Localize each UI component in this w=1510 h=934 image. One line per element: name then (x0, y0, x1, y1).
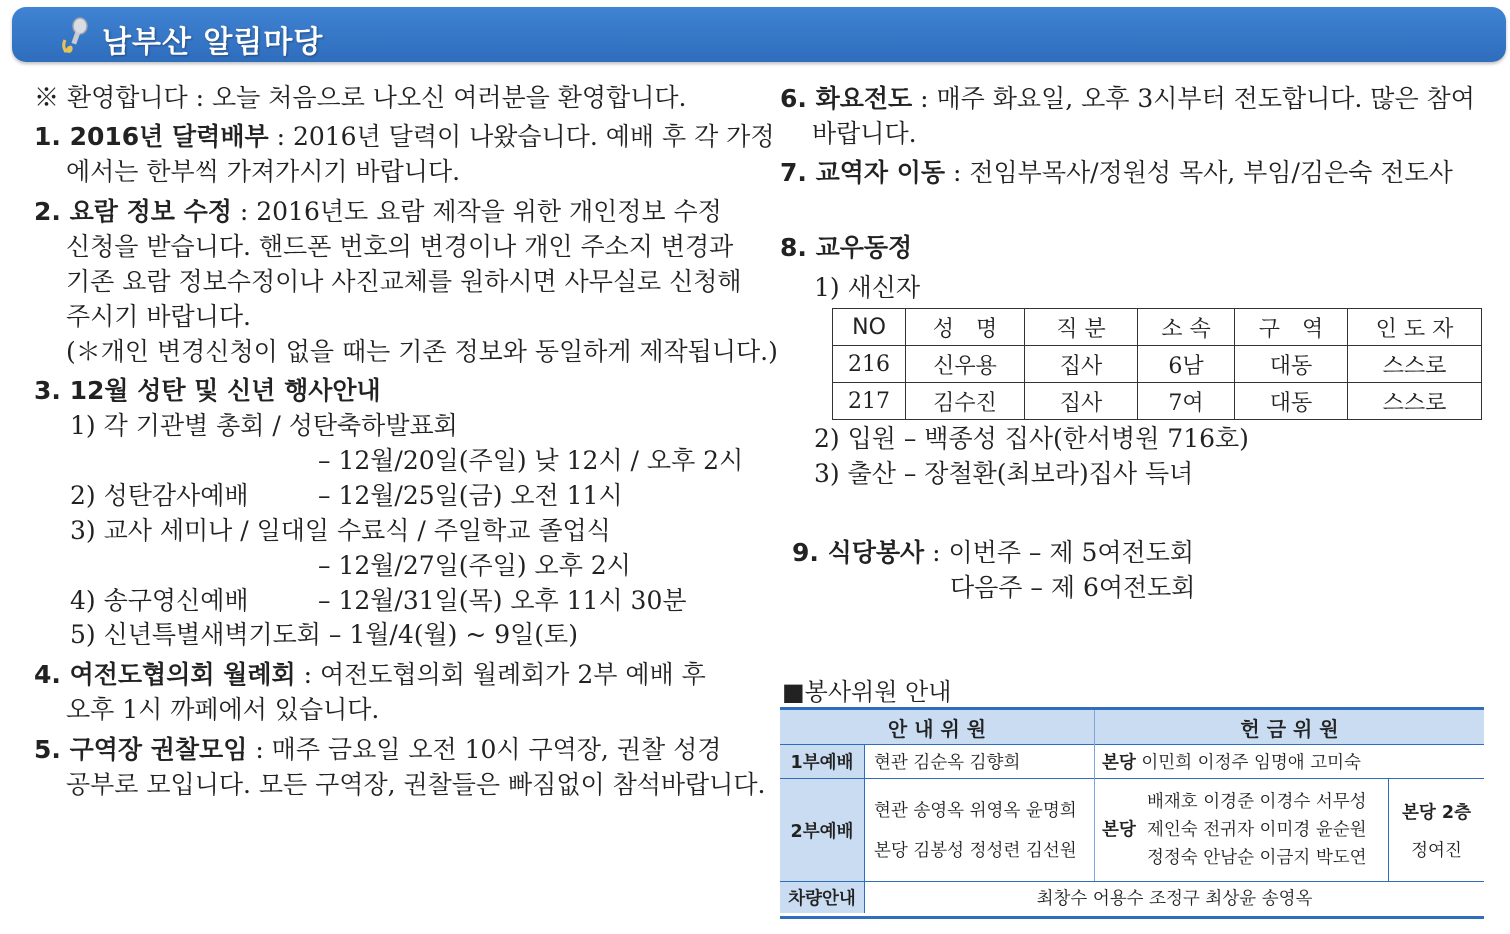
table-header-cell: 직 분 (1025, 309, 1138, 346)
item3-sub5: 5) 신년특별새벽기도회 – 1월/4(월) ~ 9일(토) (70, 620, 578, 649)
table-header-cell: 인 도 자 (1348, 309, 1482, 346)
item6-line1 (780, 84, 1475, 114)
table-row (833, 383, 1482, 420)
page-title: 남부산 알림마당 (102, 25, 324, 60)
row1-offering-cell (1102, 745, 1361, 778)
divider (864, 744, 865, 913)
row2-offering1: 배재호 이경준 이경수 서무성 (1147, 791, 1367, 812)
item6-text1: : 매주 화요일, 오후 3시부터 전도합니다. 많은 참여 (920, 84, 1475, 113)
table-header-cell: 소 속 (1138, 309, 1235, 346)
item1-text1: : 2016년 달력이 나왔습니다. 예배 후 각 가정 (276, 122, 775, 151)
item4-text1: : 여전도협의회 월례회가 2부 예배 후 (303, 660, 706, 689)
table-cell: 스스로 (1348, 346, 1482, 383)
volunteer-table (780, 707, 1484, 919)
item2-text5: (＊개인 변경신청이 없을 때는 기존 정보와 동일하게 제작됩니다.) (66, 337, 778, 366)
row2-guide2: 본당 김봉성 정성련 김선원 (874, 840, 1077, 861)
divider (1094, 710, 1095, 881)
item3-sub3-date: – 12월/27일(주일) 오후 2시 (318, 551, 631, 580)
item2-title: 2. 요람 정보 수정 (34, 197, 232, 226)
row3-label: 차량안내 (780, 882, 864, 913)
item1-line1 (34, 122, 774, 152)
item5-title: 5. 구역장 권찰모임 (34, 735, 248, 764)
row2-label: 2부예배 (780, 779, 864, 881)
item2-text4: 주시기 바랍니다. (66, 302, 251, 331)
row2-extra: 정여진 (1411, 840, 1462, 861)
item2-text2: 신청을 받습니다. 핸드폰 번호의 변경이나 개인 주소지 변경과 (66, 232, 734, 261)
item9-title: 9. 식당봉사 (792, 538, 925, 567)
item3-sub2: 2) 성탄감사예배 (70, 481, 249, 510)
row2-guide1: 현관 송영옥 위영옥 윤명희 (874, 800, 1077, 821)
volunteer-col-guide: 안 내 위 원 (780, 710, 1094, 744)
item3-sub4: 4) 송구영신예배 (70, 586, 249, 615)
item5-text2: 공부로 모입니다. 모든 구역장, 권찰들은 빠짐없이 참석바랍니다. (66, 770, 766, 799)
item8-title: 8. 교우동정 (780, 233, 913, 262)
table-cell: 집사 (1025, 383, 1138, 420)
item2-line1 (34, 197, 722, 227)
item3-sub4-date: – 12월/31일(목) 오후 11시 30분 (318, 586, 687, 615)
welcome-text: ※ 환영합니다 : 오늘 처음으로 나오신 여러분을 환영합니다. (34, 83, 687, 112)
item5-line1 (34, 735, 721, 765)
row2-extra-location: 본당 2층 (1402, 802, 1471, 823)
item3-sub1: 1) 각 기관별 총회 / 성탄축하발표회 (70, 411, 458, 440)
divider (780, 744, 1484, 745)
divider (780, 778, 1484, 779)
item8-sub1: 1) 새신자 (814, 273, 921, 302)
volunteer-col-offering: 헌 금 위 원 (1095, 710, 1484, 744)
item6-text2: 바랍니다. (812, 119, 917, 148)
new-member-table (832, 308, 1482, 420)
table-cell: 217 (833, 383, 906, 420)
table-header-row (833, 309, 1482, 346)
table-header-cell: 성 명 (906, 309, 1025, 346)
item7-line1 (780, 158, 1453, 188)
row2-offering3: 정정숙 안남순 이금지 박도연 (1147, 847, 1367, 868)
divider (780, 881, 1484, 882)
row1-offering-location: 본당 (1102, 753, 1136, 773)
table-header-cell: 구 역 (1235, 309, 1348, 346)
item6-title: 6. 화요전도 (780, 84, 913, 113)
row2-offering-location: 본당 (1102, 819, 1136, 840)
item9-text2: 다음주 – 제 6여전도회 (950, 573, 1196, 602)
table-cell: 대동 (1235, 383, 1348, 420)
table-cell: 216 (833, 346, 906, 383)
item1-title: 1. 2016년 달력배부 (34, 122, 269, 151)
table-cell: 신우용 (906, 346, 1025, 383)
table-header-cell: NO (833, 309, 906, 346)
table-cell: 7여 (1138, 383, 1235, 420)
row2-offering2: 제인숙 전귀자 이미경 윤순원 (1147, 819, 1367, 840)
item3-title: 3. 12월 성탄 및 신년 행사안내 (34, 376, 381, 405)
row3-value: 최창수 어용수 조정구 최상윤 송영옥 (1036, 889, 1313, 909)
item3-sub3: 3) 교사 세미나 / 일대일 수료식 / 주일학교 졸업식 (70, 516, 611, 545)
table-cell: 김수진 (906, 383, 1025, 420)
item2-text3: 기존 요람 정보수정이나 사진교체를 원하시면 사무실로 신청해 (66, 267, 742, 296)
header-bar (12, 7, 1506, 62)
item4-text2: 오후 1시 까페에서 있습니다. (66, 695, 380, 724)
item9-line1 (792, 538, 1194, 568)
table-cell: 대동 (1235, 346, 1348, 383)
item8-sub3: 3) 출산 – 장철환(최보라)집사 득녀 (814, 459, 1194, 488)
item3-sub1-date: – 12월/20일(주일) 낮 12시 / 오후 2시 (318, 446, 744, 475)
row1-offering: 이민희 이정주 임명애 고미숙 (1141, 753, 1361, 773)
table-cell: 집사 (1025, 346, 1138, 383)
item5-text1: : 매주 금요일 오전 10시 구역장, 권찰 성경 (255, 735, 722, 764)
item4-title: 4. 여전도협의회 월례회 (34, 660, 296, 689)
divider (1388, 778, 1389, 881)
item7-text1: : 전임부목사/정원성 목사, 부임/김은숙 전도사 (953, 158, 1453, 187)
item7-title: 7. 교역자 이동 (780, 158, 946, 187)
item4-line1 (34, 660, 706, 690)
item3-sub2-date: – 12월/25일(금) 오전 11시 (318, 481, 623, 510)
volunteer-section-title: ■봉사위원 안내 (782, 678, 952, 706)
table-row (833, 346, 1482, 383)
row1-guide: 현관 김순옥 김향희 (874, 753, 1021, 773)
row1-label: 1부예배 (780, 745, 864, 778)
item8-sub2: 2) 입원 – 백종성 집사(한서병원 716호) (814, 424, 1249, 453)
table-cell: 스스로 (1348, 383, 1482, 420)
item9-text1: : 이번주 – 제 5여전도회 (932, 538, 1194, 567)
table-cell: 6남 (1138, 346, 1235, 383)
item2-text1: : 2016년도 요람 제작을 위한 개인정보 수정 (239, 197, 722, 226)
microphone-icon (56, 16, 96, 56)
item1-text2: 에서는 한부씩 가져가시기 바랍니다. (66, 157, 461, 186)
